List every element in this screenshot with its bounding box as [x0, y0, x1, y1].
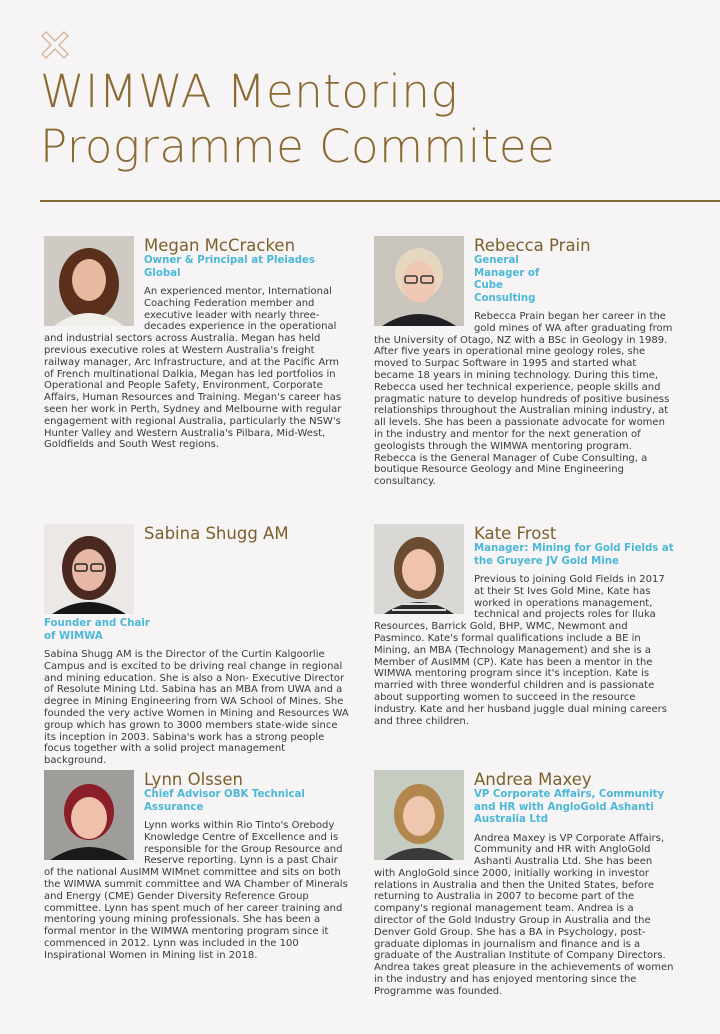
portrait-photo	[374, 236, 464, 328]
member-name: Sabina Shugg AM	[144, 524, 289, 543]
member-role: General Manager of Cube Consulting	[474, 255, 540, 304]
x-mark-icon	[38, 28, 72, 62]
member-bio: Lynn works within Rio Tinto's Orebody Knowledge Centre of Excellence and is responsible for the Group Resource and Reserve reporting. Lynn is a past Chair of the national AusIMM WIMnet committee and sits on both the WIMWA summit committee and WA Chamber of Minerals and Energy (CME) Gender Diversity Reference Group committee. Lynn has spent much of her career training and mentoring young mining professionals. She has been a formal mentor in the WIMWA mentoring program since it commenced in 2012. Lynn was included in the 100 Inspirational Women in Mining list in 2018.	[44, 820, 348, 961]
portrait-photo	[44, 770, 134, 860]
portrait-photo	[44, 236, 134, 326]
member-card-andrea	[374, 770, 674, 998]
member-name: Rebecca Prain	[474, 236, 591, 255]
member-bio: Rebecca Prain began her career in the gold mines of WA after graduating from the University of Otago, NZ with a BSc in Geology in 1989. After five years in operational mine geology roles, she moved to Surpac Software in 1995 and started what became 18 years in mining technology. During this time, Rebecca used her technical experience, people skills and pragmatic nature to develop hundreds of positive business relationships throughout the Australian mining industry, at all levels. She has been a passionate advocate for women in the industry and mentor for the next generation of geologists through the WIMWA mentoring program. Rebecca is the General Manager of Cube Consulting, a boutique Resource Geology and Mine Engineering consultancy.	[374, 311, 673, 488]
portrait-photo	[374, 524, 464, 614]
member-card-kate	[374, 524, 674, 727]
member-role: Founder and Chair of WIMWA	[44, 618, 150, 642]
page-title-line-1: WIMWA Mentoring	[40, 65, 458, 118]
page-title-line-2: Programme Commitee	[40, 120, 556, 173]
member-role: Chief Advisor OBK Technical Assurance	[144, 789, 305, 813]
member-name: Kate Frost	[474, 524, 557, 543]
member-bio: An experienced mentor, International Coaching Federation member and executive leader with nearly three-decades experience in the operational and industrial sectors across Australia. Megan has held previous executive roles at Western Australia's freight railway manager, Arc Infrastructure, and at the Pacific Arm of French multinational Dalkia, Megan has led portfolios in Operational and People Safety, Environment, Corporate Affairs, Human Resources and Training. Megan's career has seen her work in Perth, Sydney and Melbourne with regular engagement with regional Australia, particularly the NSW's Hunter Valley and Western Australia's Pilbara, Mid-West, Goldfields and South West regions.	[44, 286, 342, 451]
member-bio: Previous to joining Gold Fields in 2017 at their St Ives Gold Mine, Kate has worked in operations management, technical and projects roles for Iluka Resources, Barrick Gold, BHP, WMC, Newmont and Pasminco. Kate's formal qualifications include a BE in Mining, an MBA (Technology Management) and she is a Member of AusIMM (CP). Kate has been a mentor in the WIMWA mentoring program since it's inception. Kate is married with three wonderful children and is passionate about supporting women to succeed in the resource industry. Kate and her husband juggle dual mining careers and three children.	[374, 574, 667, 727]
title-divider	[40, 200, 720, 202]
member-name: Megan McCracken	[144, 236, 296, 255]
member-bio: Andrea Maxey is VP Corporate Affairs, Community and HR with AngloGold Ashanti Australia Ltd. She has been with AngloGold since 2000, initially working in investor relations in Australia and then the United States, before returning to Australia in 2007 to become part of the company's regional management team. Andrea is a director of the Gold Industry Group in Australia and the Denver Gold Group. She has a BA in Psychology, post-graduate diplomas in journalism and finance and is a graduate of the Australian Institute of Company Directors. Andrea takes great pleasure in the achievements of women in the industry and has enjoyed mentoring since the Programme was founded.	[374, 832, 674, 997]
member-card-sabina	[44, 524, 350, 767]
page-title	[40, 64, 700, 174]
member-card-rebecca	[374, 236, 674, 488]
member-role: Owner & Principal at Pleiades Global	[144, 255, 315, 279]
member-role: VP Corporate Affairs, Community and HR with AngloGold Ashanti Australia Ltd	[474, 789, 665, 825]
member-bio: Sabina Shugg AM is the Director of the Curtin Kalgoorlie Campus and is excited to be driving real change in regional and mining education. She is also a Non- Executive Director of Resolute Mining Ltd. Sabina has an MBA from UWA and a degree in Mining Engineering from WA School of Mines. She founded the very active Women in Mining and Resources WA group which has grown to 3000 members state-wide since its inception in 2003. Sabina's work has a strong people focus together with a solid project management background.	[44, 649, 349, 767]
portrait-photo	[374, 770, 464, 860]
member-name: Andrea Maxey	[474, 770, 592, 789]
member-name: Lynn Olssen	[144, 770, 243, 789]
member-card-lynn	[44, 770, 350, 962]
member-card-megan	[44, 236, 350, 451]
portrait-photo	[44, 524, 134, 614]
member-role: Manager: Mining for Gold Fields at the Gruyere JV Gold Mine	[474, 543, 674, 567]
